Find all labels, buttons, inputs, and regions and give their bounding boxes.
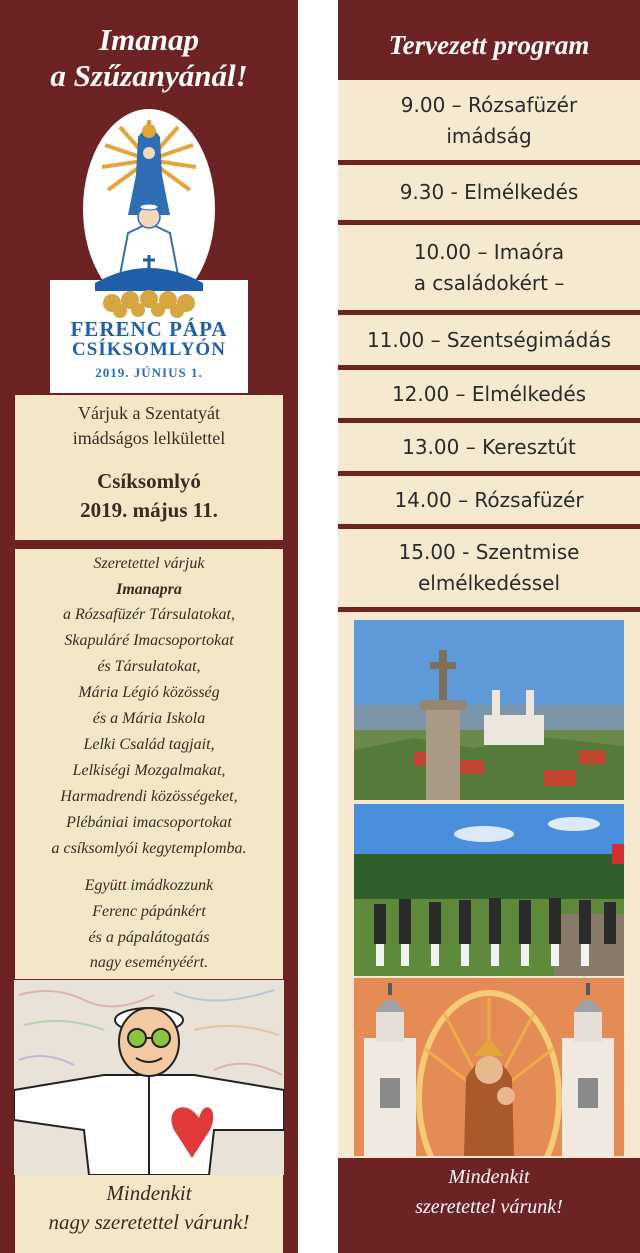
invite-line: és Társulatokat, — [97, 658, 201, 675]
pope-illustration — [14, 980, 284, 1175]
prayer-line: Ferenc pápánkért — [92, 903, 206, 920]
right-footer-line1: Mindenkit — [448, 1166, 530, 1188]
invite-line: Plébániai imacsoportokat — [66, 814, 232, 831]
event-info-line1: Várjuk a Szentatyát — [78, 403, 220, 423]
pilgrims-procession-photo — [354, 804, 624, 976]
program-item-line: 14.00 – Rózsafüzér — [394, 487, 584, 512]
csiksomlyo-village-photo — [354, 620, 624, 800]
invite-line: Imanapra — [116, 581, 182, 598]
program-header — [338, 0, 640, 80]
invite-line: Skapuláré Imacsoportokat — [64, 632, 234, 649]
logo-text-csiksomlyon: CSÍKSOMLYÓN — [72, 339, 226, 360]
invite-line: Harmadrendi közösségeket, — [60, 788, 238, 805]
left-footer-box — [15, 1175, 283, 1253]
event-info-box — [15, 395, 283, 540]
program-item — [338, 82, 640, 160]
prayer-line: és a pápalátogatás — [88, 929, 210, 946]
event-date: 2019. május 11. — [80, 498, 218, 522]
program-item — [338, 165, 640, 220]
village-cross-photo-icon — [354, 620, 624, 800]
invite-line: Mária Légió közösség — [78, 684, 220, 701]
left-poster-column — [0, 0, 298, 1253]
invite-line: Lelkiségi Mozgalmakat, — [72, 762, 226, 779]
program-item-line: elmélkedéssel — [417, 571, 561, 595]
right-footer-box — [338, 1158, 640, 1253]
left-footer-line2: nagy szeretettel várunk! — [48, 1210, 250, 1234]
shrine-illustration-panel — [354, 978, 624, 1156]
event-place: Csíksomlyó — [97, 469, 201, 493]
prayer-line: Együtt imádkozzunk — [84, 877, 214, 894]
program-title: Tervezett program — [388, 30, 590, 60]
program-divider — [338, 607, 640, 612]
program-item-line: 9.00 – Rózsafüzér — [400, 93, 578, 117]
program-item-line: 11.00 – Szentségimádás — [366, 327, 612, 352]
shrine-madonna-icon — [354, 978, 624, 1156]
poster-title-line2: a Szűzanyánál! — [50, 58, 248, 93]
right-program-column — [338, 0, 640, 1253]
procession-photo-icon — [354, 804, 624, 976]
invite-line: Szeretettel várjuk — [93, 555, 205, 572]
program-item — [338, 423, 640, 471]
program-item — [338, 370, 640, 418]
program-item-line: imádság — [446, 124, 532, 148]
program-item-line: 13.00 – Keresztút — [402, 434, 576, 459]
left-footer-line1: Mindenkit — [106, 1181, 192, 1205]
program-item-line: 12.00 – Elmélkedés — [391, 381, 587, 406]
program-item-line: 9.30 - Elmélkedés — [399, 180, 579, 204]
prayer-line: nagy eseményéért. — [89, 954, 209, 971]
invite-line: Lelki Család tagjait, — [83, 736, 215, 753]
papal-visit-logo — [50, 105, 248, 395]
event-info-line2: imádságos lelkülettel — [72, 428, 226, 448]
logo-text-ferenc-papa: FERENC PÁPA — [70, 317, 228, 341]
right-footer-line2: szeretettel várunk! — [415, 1196, 563, 1218]
program-item-line: 10.00 – Imaóra — [413, 239, 565, 264]
invite-line: a csíksomlyói kegytemplomba. — [51, 840, 247, 857]
program-item — [338, 225, 640, 310]
program-item — [338, 476, 640, 524]
logo-text-date: 2019. JÚNIUS 1. — [95, 365, 203, 380]
invitation-box — [15, 549, 283, 979]
pope-drawing-icon — [14, 980, 284, 1175]
poster-title-line1: Imanap — [99, 22, 199, 57]
invite-line: és a Mária Iskola — [92, 710, 206, 727]
program-item-line: a családokért – — [413, 270, 565, 295]
invite-line: a Rózsafüzér Társulatokat, — [62, 606, 235, 623]
program-item — [338, 315, 640, 365]
program-item — [338, 529, 640, 607]
program-item-line: 15.00 - Szentmise — [398, 540, 580, 564]
